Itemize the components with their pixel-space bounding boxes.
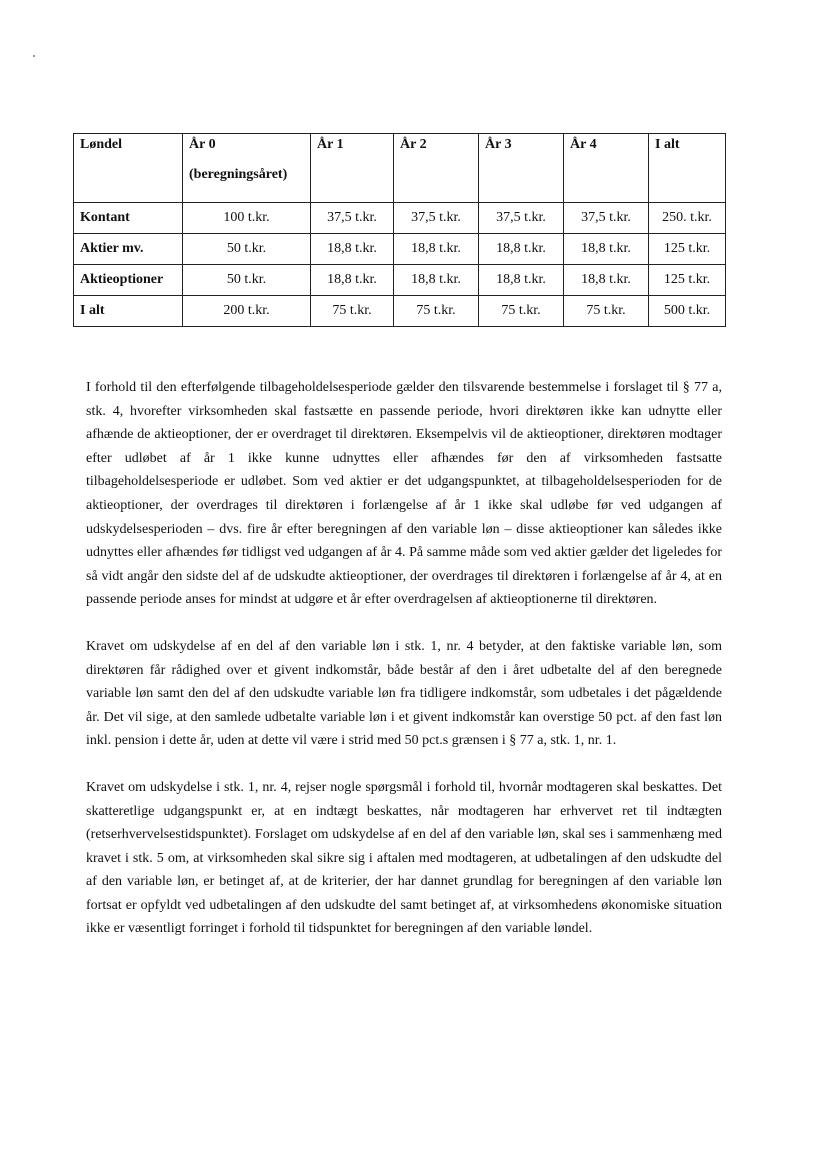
table-cell: 200 t.kr. <box>183 296 311 327</box>
table-header-row <box>74 134 726 203</box>
row-label: Kontant <box>74 203 183 234</box>
header-aar-4: År 4 <box>564 134 649 203</box>
row-label: Aktier mv. <box>74 234 183 265</box>
table-cell: 37,5 t.kr. <box>479 203 564 234</box>
table-cell: 18,8 t.kr. <box>394 265 479 296</box>
table-cell: 18,8 t.kr. <box>564 265 649 296</box>
table-cell: 37,5 t.kr. <box>564 203 649 234</box>
table-cell: 125 t.kr. <box>649 234 726 265</box>
header-aar-3: År 3 <box>479 134 564 203</box>
row-label: Aktieoptioner <box>74 265 183 296</box>
salary-table <box>73 133 726 327</box>
table-cell: 250. t.kr. <box>649 203 726 234</box>
header-aar-0-label: År 0 <box>189 137 216 152</box>
table-cell: 75 t.kr. <box>479 296 564 327</box>
header-aar-0-sub: (beregningsåret) <box>189 167 288 182</box>
table-row <box>74 203 726 234</box>
table-cell: 75 t.kr. <box>564 296 649 327</box>
table-cell: 50 t.kr. <box>183 265 311 296</box>
table-cell: 18,8 t.kr. <box>479 265 564 296</box>
table-row <box>74 296 726 327</box>
paragraph-1: I forhold til den efterfølgende tilbageholdelsesperiode gælder den tilsvarende bestemmelse i forslaget til § 77 a, stk. 4, hvorefter virksomheden skal fastsætte en passende periode, hvori direktøren ikke kan udnytte eller afhænde de aktieoptioner, der er overdraget til direktøren. Eksempelvis vil de aktieoptioner, direktøren modtager efter udløbet af år 1 ikke kunne udnyttes eller afhændes før den af virksomheden fastsatte tilbageholdelsesperiode er udløbet. Som ved aktier er det udgangspunktet, at tilbageholdelsesperioden for de aktieoptioner, der overdrages til direktøren i forlængelse af år 1 ikke skal udløbe før ved udgangen af udskydelsesperioden – dvs. fire år efter beregningen af den variable løn – disse aktieoptioner kan således ikke udnyttes eller afhændes før tidligst ved udgangen af år 4. På samme måde som ved aktier gælder det ligeledes for så vidt angår den sidste del af de udskudte aktieoptioner, der overdrages til direktøren i forlængelse af år 4, at en passende periode anses for mindst at udgøre et år efter overdragelsen af aktieoptionerne til direktøren. <box>86 380 722 608</box>
table-cell: 100 t.kr. <box>183 203 311 234</box>
table-cell: 18,8 t.kr. <box>311 234 394 265</box>
table-row <box>74 234 726 265</box>
row-label: I alt <box>74 296 183 327</box>
table-cell: 50 t.kr. <box>183 234 311 265</box>
body-text <box>86 376 722 964</box>
table-row <box>74 265 726 296</box>
scan-speck <box>33 55 35 57</box>
table-cell: 18,8 t.kr. <box>564 234 649 265</box>
table-cell: 37,5 t.kr. <box>394 203 479 234</box>
header-aar-1: År 1 <box>311 134 394 203</box>
table-cell: 125 t.kr. <box>649 265 726 296</box>
header-aar-0 <box>183 134 311 203</box>
table-cell: 18,8 t.kr. <box>394 234 479 265</box>
paragraph-2: Kravet om udskydelse af en del af den variable løn i stk. 1, nr. 4 betyder, at den faktiske variable løn, som direktøren får rådighed over et givent indkomstår, både består af den i året udbetalte del af den beregnede variable løn samt den del af den udskudte variable løn fra tidligere indkomstår, som udbetales i det pågældende år. Det vil sige, at den samlede udbetalte variable løn i et givent indkomstår kan overstige 50 pct. af den fast løn inkl. pension i dette år, uden at dette vil være i strid med 50 pct.s grænsen i § 77 a, stk. 1, nr. 1. <box>86 638 722 749</box>
header-aar-2: År 2 <box>394 134 479 203</box>
header-i-alt: I alt <box>649 134 726 203</box>
table-cell: 75 t.kr. <box>394 296 479 327</box>
table-cell: 500 t.kr. <box>649 296 726 327</box>
table-cell: 75 t.kr. <box>311 296 394 327</box>
table-cell: 18,8 t.kr. <box>479 234 564 265</box>
table-cell: 37,5 t.kr. <box>311 203 394 234</box>
header-loendel: Løndel <box>74 134 183 203</box>
paragraph-3: Kravet om udskydelse i stk. 1, nr. 4, rejser nogle spørgsmål i forhold til, hvornår modtageren skal beskattes. Det skatteretlige udgangspunkt er, at en indtægt beskattes, når modtageren har erhvervet ret til indtægten (retserhvervelsestidspunktet). Forslaget om udskydelse af en del af den variable løn, skal ses i sammenhæng med kravet i stk. 5 om, at virksomheden skal sikre sig i aftalen med modtageren, at udbetalingen af den udskudte del af den variable løn, er betinget af, at de kriterier, der har dannet grundlag for beregningen af den variable løn fortsat er opfyldt ved udbetalingen af den udskudte del samt betinget af, at virksomhedens økonomiske situation ikke er væsentligt forringet i forhold til tidspunktet for beregningen af den variable løndel. <box>86 779 722 937</box>
table-cell: 18,8 t.kr. <box>311 265 394 296</box>
